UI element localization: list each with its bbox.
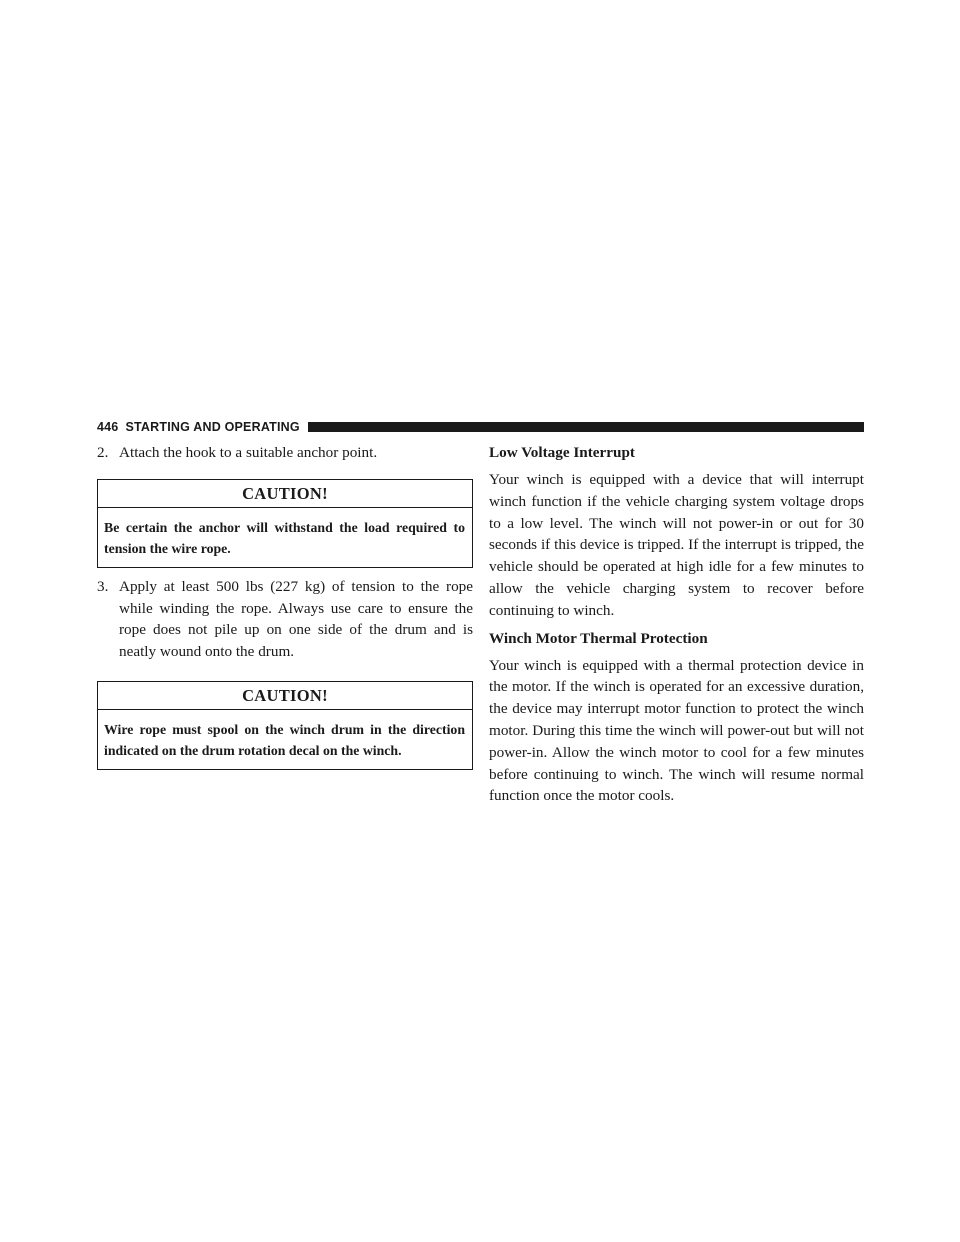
right-column bbox=[489, 442, 864, 807]
page-number: 446 bbox=[97, 420, 119, 434]
step-2-text: Attach the hook to a suitable anchor point. bbox=[119, 444, 378, 461]
caution-title: CAUTION! bbox=[98, 682, 472, 710]
paragraph-thermal-protection: Your winch is equipped with a thermal protection device in the motor. If the winch is operated for an excessive duration, the device may interrupt motor function to protect the winch motor. During this time the winch will power-out but will not power-in. Allow the winch motor to cool for a few minutes before continuing to winch. The winch will resume normal function once the motor cools. bbox=[489, 656, 864, 805]
step-2 bbox=[97, 442, 473, 464]
step-3-text: Apply at least 500 lbs (227 kg) of tension to the rope while winding the rope. Always use care to ensure the rope does not pile up on one side of the drum and is neatly wound onto the drum. bbox=[119, 577, 473, 661]
header-rule bbox=[308, 422, 864, 432]
caution-body: Be certain the anchor will withstand the load required to tension the wire rope. bbox=[104, 519, 465, 556]
heading-low-voltage-interrupt: Low Voltage Interrupt bbox=[489, 444, 635, 461]
caution-box-anchor bbox=[97, 479, 473, 568]
page-header bbox=[97, 421, 864, 433]
step-3-number: 3. bbox=[97, 577, 109, 595]
caution-body: Wire rope must spool on the winch drum in the direction indicated on the drum rotation decal on the winch. bbox=[104, 721, 465, 758]
paragraph-low-voltage: Your winch is equipped with a device that will interrupt winch function if the vehicle charging system voltage drops to a low level. The winch will not power-in or out for 30 seconds if this device is tripped. If the interrupt is tripped, the vehicle should be operated at high idle for a few minutes to allow the vehicle charging system to recover before continuing to winch. bbox=[489, 471, 864, 619]
step-2-number: 2. bbox=[97, 444, 109, 461]
caution-box-spool bbox=[97, 681, 473, 770]
heading-thermal-protection: Winch Motor Thermal Protection bbox=[489, 629, 708, 647]
caution-title: CAUTION! bbox=[98, 480, 472, 508]
left-column bbox=[97, 442, 473, 770]
section-title: STARTING AND OPERATING bbox=[125, 420, 300, 434]
step-3 bbox=[97, 576, 473, 663]
